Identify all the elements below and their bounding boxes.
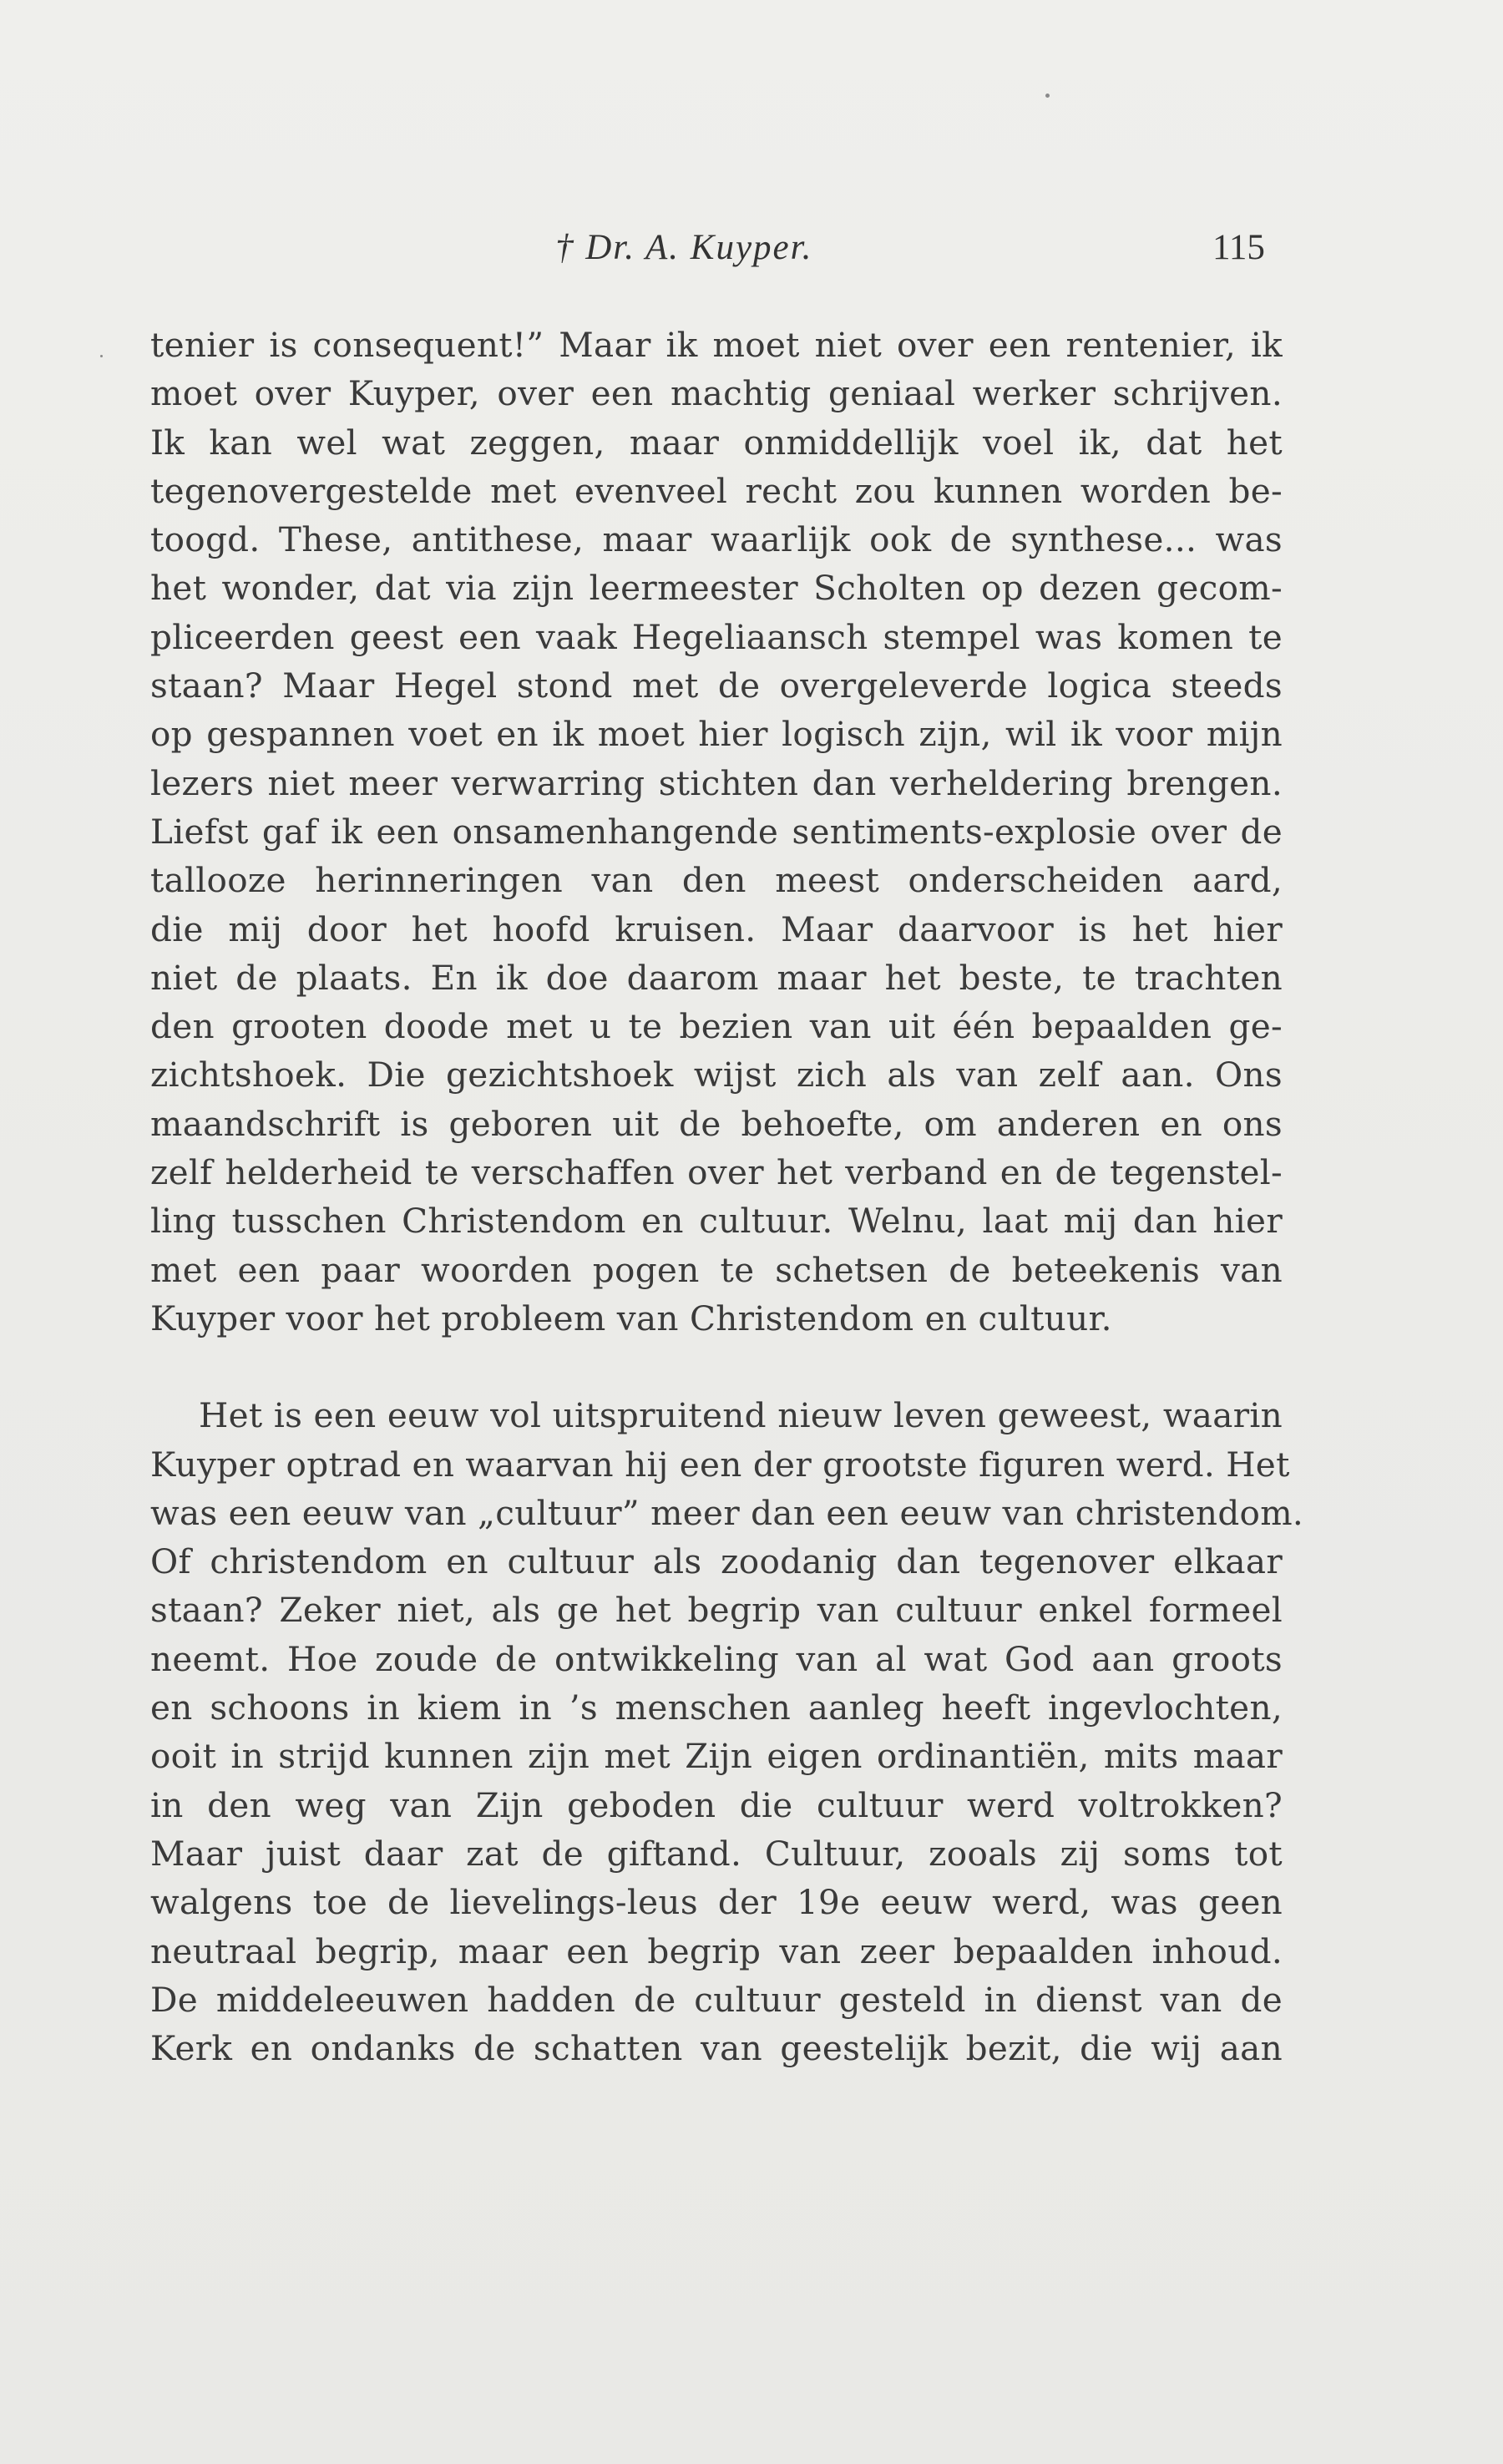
text-line: pliceerden geest een vaak Hegeliaansch stempel was komen te <box>150 616 1283 657</box>
text-line: in den weg van Zijn geboden die cultuur werd voltrokken? <box>150 1784 1283 1825</box>
text-line: staan? Maar Hegel stond met de overgeleverde logica steeds <box>150 665 1283 706</box>
text-line: tenier is consequent!” Maar ik moet niet over een rentenier, ik <box>150 325 1283 365</box>
paper-speck <box>100 355 103 357</box>
text-line: Kerk en ondanks de schatten van geestelijk bezit, die wij aan <box>150 2028 1283 2069</box>
text-line: en schoons in kiem in ’s menschen aanleg heeft ingevlochten, <box>150 1687 1283 1728</box>
text-line: Maar juist daar zat de giftand. Cultuur, zooals zij soms tot <box>150 1833 1283 1874</box>
text-line: moet over Kuyper, over een machtig geniaal werker schrijven. <box>150 373 1283 414</box>
body-text <box>150 321 1304 2072</box>
page-number: 115 <box>1212 228 1265 267</box>
text-line: tegenovergestelde met evenveel recht zou kunnen worden be- <box>150 470 1283 511</box>
paragraph-gap <box>150 1343 1283 1391</box>
text-line: neutraal begrip, maar een begrip van zeer bepaalden inhoud. <box>150 1930 1283 1971</box>
text-line: het wonder, dat via zijn leermeester Scholten op dezen gecom- <box>150 568 1283 609</box>
text-line: Ik kan wel wat zeggen, maar onmiddellijk voel ik, dat het <box>150 422 1283 463</box>
text-line: maandschrift is geboren uit de behoefte, om anderen en ons <box>150 1103 1283 1144</box>
paragraph <box>150 1391 1304 2072</box>
text-line: Kuyper optrad en waarvan hij een der grootste figuren werd. Het <box>150 1444 1290 1485</box>
text-line: lezers niet meer verwarring stichten dan verheldering brengen. <box>150 762 1283 803</box>
text-line: zichtshoek. Die gezichtshoek wijst zich als van zelf aan. Ons <box>150 1055 1283 1095</box>
text-line: ling tusschen Christendom en cultuur. Welnu, laat mij dan hier <box>150 1201 1283 1242</box>
text-line: den grooten doode met u te bezien van uit één bepaalden ge- <box>150 1006 1283 1047</box>
text-line: De middeleeuwen hadden de cultuur gesteld in dienst van de <box>150 1979 1283 2020</box>
text-line: op gespannen voet en ik moet hier logisch zijn, wil ik voor mijn <box>150 714 1283 755</box>
text-line: ooit in strijd kunnen zijn met Zijn eigen ordinantiën, mits maar <box>150 1736 1283 1777</box>
text-line: Of christendom en cultuur als zoodanig dan tegenover elkaar <box>150 1541 1283 1582</box>
text-line: tallooze herinneringen van den meest onderscheiden aard, <box>150 860 1283 901</box>
text-line: neemt. Hoe zoude de ontwikkeling van al wat God aan groots <box>150 1638 1283 1679</box>
paragraph <box>150 321 1283 1343</box>
text-line: Het is een eeuw vol uitspruitend nieuw leven geweest, waarin <box>199 1395 1283 1436</box>
text-line: die mij door het hoofd kruisen. Maar daarvoor is het hier <box>150 908 1283 949</box>
text-line: zelf helderheid te verschaffen over het verband en de tegenstel- <box>150 1152 1283 1193</box>
running-head: † Dr. A. Kuyper. <box>555 228 813 267</box>
text-line: was een eeuw van „cultuur” meer dan een eeuw van christendom. <box>150 1492 1304 1533</box>
text-line: met een paar woorden pogen te schetsen de beteekenis van <box>150 1249 1283 1290</box>
text-line: Liefst gaf ik een onsamenhangende sentiments-explosie over de <box>150 811 1283 852</box>
text-line: walgens toe de lievelings-leus der 19e eeuw werd, was geen <box>150 1882 1283 1923</box>
paper-speck <box>1045 94 1050 98</box>
text-line: niet de plaats. En ik doe daarom maar het beste, te trachten <box>150 957 1283 998</box>
text-line: Kuyper voor het probleem van Christendom en cultuur. <box>150 1298 1112 1338</box>
text-line: toogd. These, antithese, maar waarlijk ook de synthese... was <box>150 519 1283 560</box>
text-line: staan? Zeker niet, als ge het begrip van cultuur enkel formeel <box>150 1590 1283 1631</box>
